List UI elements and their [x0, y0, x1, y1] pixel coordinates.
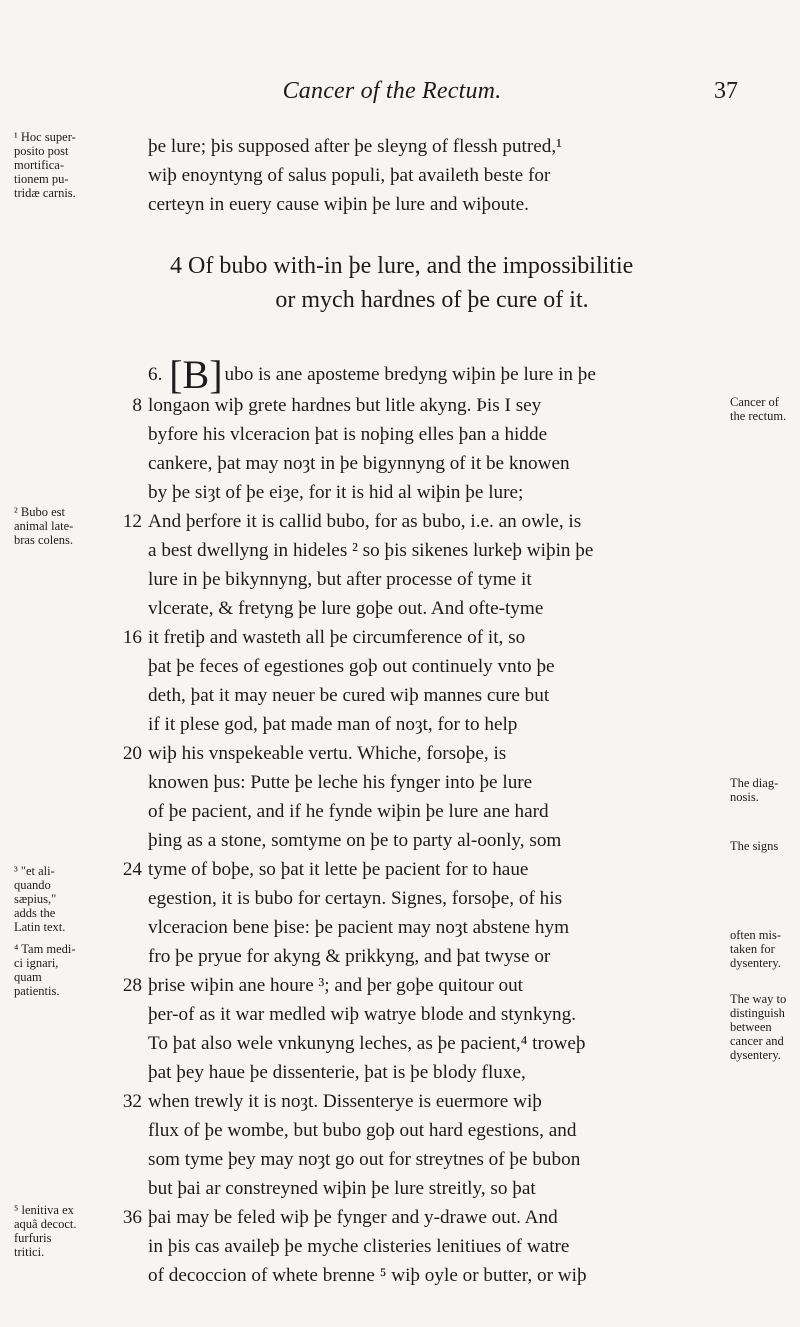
paragraph-number: 6. — [148, 364, 163, 385]
text-line: þat þey haue þe dissenterie, þat is þe blody fluxe, — [148, 1062, 526, 1083]
text-line: To þat also wele vnkunyng leches, as þe pacient,⁴ troweþ — [148, 1033, 586, 1054]
line-number: 28 — [122, 975, 142, 996]
text-line: wiþ enoyntyng of salus populi, þat availeth beste for — [148, 165, 551, 186]
text-line: ubo is ane aposteme bredyng wiþin þe lure in þe — [224, 364, 596, 385]
text-line: þrise wiþin ane houre ³; and þer goþe quitour out — [148, 975, 524, 996]
margin-footnote-left: ⁵ lenitiva ex aquâ decoct. furfuris tritici. — [14, 1203, 77, 1259]
running-header — [0, 78, 800, 118]
text-line: þing as a stone, somtyme on þe to party al-oonly, som — [148, 830, 562, 851]
text-line: knowen þus: Putte þe leche his fynger into þe lure — [148, 772, 533, 793]
page-number: 37 — [714, 78, 738, 104]
running-title: Cancer of the Rectum. — [282, 78, 502, 104]
margin-footnote-left: ³ "et ali- quando sæpius," adds the Latin text. — [14, 864, 66, 934]
chapter-heading-line: or mych hardnes of þe cure of it. — [275, 287, 589, 313]
text-line: certeyn in euery cause wiþin þe lure and wiþoute. — [148, 194, 529, 215]
margin-footnote-left: ⁴ Tam medi- ci ignari, quam patientis. — [14, 942, 76, 998]
text-line: deth, þat it may neuer be cured wiþ mannes cure but — [148, 685, 550, 706]
chapter-heading-line: 4 Of bubo with-in þe lure, and the impossibilitie — [170, 253, 634, 279]
text-line: þai may be feled wiþ þe fynger and y-drawe out. And — [148, 1207, 558, 1228]
margin-note-right: often mis- taken for dysentery. — [730, 928, 782, 970]
margin-note-right: The way to distinguish between cancer and dysentery. — [730, 992, 787, 1062]
text-line: And þerfore it is callid bubo, for as bubo, i.e. an owle, is — [148, 511, 582, 532]
margin-note-right: Cancer of the rectum. — [730, 395, 787, 423]
text-line: fro þe pryue for akyng & prikkyng, and þat twyse or — [148, 946, 551, 967]
text-line: but þai ar constreyned wiþin þe lure streitly, so þat — [148, 1178, 536, 1199]
text-line: vlcerate, & fretyng þe lure goþe out. And ofte-tyme — [148, 598, 544, 619]
line-number: 12 — [122, 511, 142, 532]
paragraph-opening — [148, 352, 596, 397]
text-line: þer-of as it war medled wiþ watrye blode and stynkyng. — [148, 1004, 577, 1025]
drop-cap: [B] — [169, 352, 223, 397]
text-line: egestion, it is bubo for certayn. Signes, forsoþe, of his — [148, 888, 563, 909]
text-line: a best dwellyng in hideles ² so þis sikenes lurkeþ wiþin þe — [148, 540, 594, 561]
margin-footnote-left: ¹ Hoc super- posito post mortifica- tionem pu- tridæ carnis. — [14, 130, 76, 200]
text-line: when trewly it is noȝt. Dissenterye is euermore wiþ — [148, 1091, 542, 1112]
text-line: cankere, þat may noȝt in þe bigynnyng of it be knowen — [148, 453, 570, 474]
line-number: 20 — [122, 743, 142, 764]
text-line: þat þe feces of egestiones goþ out continuely vnto þe — [148, 656, 555, 677]
text-line: of decoccion of whete brenne ⁵ wiþ oyle or butter, or wiþ — [148, 1265, 587, 1286]
text-line: flux of þe wombe, but bubo goþ out hard egestions, and — [148, 1120, 577, 1141]
margin-note-right: The diag- nosis. — [730, 776, 779, 804]
line-number: 36 — [122, 1207, 142, 1228]
text-line: by þe siȝt of þe eiȝe, for it is hid al wiþin þe lure; — [148, 482, 524, 503]
line-number: 32 — [122, 1091, 142, 1112]
text-line: tyme of boþe, so þat it lette þe pacient for to haue — [148, 859, 529, 880]
text-line: þe lure; þis supposed after þe sleyng of flessh putred,¹ — [148, 136, 562, 157]
text-line: som tyme þey may noȝt go out for streytnes of þe bubon — [148, 1149, 581, 1170]
margin-footnote-left: ² Bubo est animal late- bras colens. — [14, 505, 74, 547]
text-line: if it plese god, þat made man of noȝt, for to help — [148, 714, 518, 735]
text-line: wiþ his vnspekeable vertu. Whiche, forsoþe, is — [148, 743, 507, 764]
line-number: 24 — [122, 859, 142, 880]
text-line: lure in þe bikynnyng, but after processe of tyme it — [148, 569, 532, 590]
text-line: it fretiþ and wasteth all þe circumference of it, so — [148, 627, 526, 648]
text-line: byfore his vlceracion þat is noþing elles þan a hidde — [148, 424, 548, 445]
text-line: vlceracion bene þise: þe pacient may noȝt abstene hym — [148, 917, 570, 938]
text-line: longaon wiþ grete hardnes but litle akyng. Þis I sey — [148, 395, 542, 416]
line-number: 8 — [132, 395, 142, 416]
text-line: in þis cas availeþ þe myche clisteries lenitiues of watre — [148, 1236, 570, 1257]
margin-note-right: The signs — [730, 839, 779, 853]
text-line: of þe pacient, and if he fynde wiþin þe lure ane hard — [148, 801, 549, 822]
line-number: 16 — [122, 627, 142, 648]
